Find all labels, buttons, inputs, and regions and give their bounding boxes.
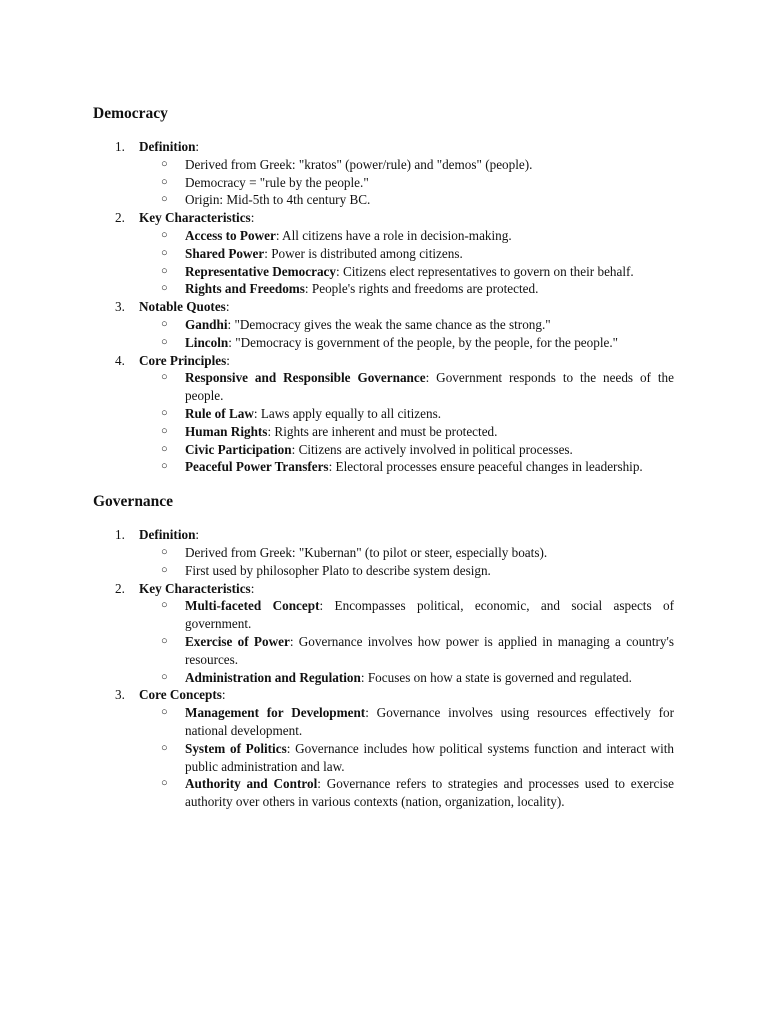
item-number: 2. [115, 210, 125, 226]
circle-bullet-icon: ○ [161, 175, 168, 188]
sub-item: ○ First used by philosopher Plato to describe system design. [161, 562, 491, 578]
circle-bullet-icon: ○ [161, 406, 168, 419]
sub-item: ○ Exercise of Power: Governance involves how power is applied in managing a country's resources. [161, 633, 674, 667]
list-item: 3. Notable Quotes: ○ Gandhi: "Democracy gives the weak the same chance as the strong." ○ Lincoln: "Democracy is government of the people, by the people, for the people." [93, 298, 674, 351]
sub-item: ○ Rule of Law: Laws apply equally to all citizens. [161, 405, 442, 421]
sub-list [139, 227, 674, 298]
list-item: 3. Core Concepts: ○ Management for Development: Governance involves using resources effectively for national development. ○ System of Politics: Governance includes how political systems function and interact with public administration and law. ○ Authority and Control: Governance refers to strategies and processes used to exercise authority over others in various contexts (nation, organization, locality). [115, 687, 675, 810]
list-item: 1. Definition: ○ Derived from Greek: "Kubernan" (to pilot or steer, especially boats). ○ First used by philosopher Plato to describe system design. [93, 526, 674, 579]
outline-list [93, 526, 674, 811]
section-heading: Governance [93, 493, 174, 511]
item-title: Key Characteristics [139, 210, 251, 226]
sub-item: ○ Peaceful Power Transfers: Electoral processes ensure peaceful changes in leadership. [161, 459, 643, 475]
circle-bullet-icon: ○ [161, 563, 168, 576]
sub-item: ○ Access to Power: All citizens have a role in decision-making. [161, 227, 512, 243]
sub-list [139, 156, 674, 209]
item-title: Key Characteristics [139, 580, 251, 596]
sub-item: ○ Shared Power: Power is distributed among citizens. [161, 245, 463, 261]
item-number: 4. [115, 352, 125, 368]
list-item: 2. Key Characteristics: ○ Access to Power: All citizens have a role in decision-making. ○ Shared Power: Power is distributed among citizens. ○ Representative Democracy: Citizens elect representatives to govern on their behalf. ○ Rights and Freedoms: People's rights and freedoms are protected. [93, 209, 674, 298]
sub-list [139, 704, 674, 811]
sub-item: ○ System of Politics: Governance includes how political systems function and interact with public administration and law. [161, 740, 675, 774]
sub-item: ○ Rights and Freedoms: People's rights and freedoms are protected. [161, 281, 539, 297]
sub-item: ○ Management for Development: Governance involves using resources effectively for national development. [161, 705, 674, 738]
circle-bullet-icon: ○ [161, 264, 168, 277]
sub-list [139, 597, 674, 686]
item-title: Core Concepts [139, 687, 222, 703]
circle-bullet-icon: ○ [161, 634, 168, 647]
circle-bullet-icon: ○ [161, 460, 168, 473]
item-title: Definition [139, 527, 196, 543]
item-title: Core Principles [139, 352, 227, 368]
sub-item: ○ Human Rights: Rights are inherent and must be protected. [161, 423, 498, 439]
circle-bullet-icon: ○ [161, 335, 168, 348]
sub-item: ○ Lincoln: "Democracy is government of the people, by the people, for the people." [161, 334, 619, 350]
circle-bullet-icon: ○ [161, 317, 168, 330]
sub-list [139, 544, 674, 580]
outline-list [93, 138, 674, 476]
sub-item: ○ Origin: Mid-5th to 4th century BC. [161, 192, 371, 208]
section-heading: Democracy [93, 105, 168, 122]
circle-bullet-icon: ○ [161, 282, 168, 295]
section-governance [93, 492, 674, 811]
circle-bullet-icon: ○ [161, 706, 168, 719]
item-title: Notable Quotes [139, 299, 226, 315]
sub-item: ○ Representative Democracy: Citizens elect representatives to govern on their behalf. [161, 263, 634, 279]
sub-item: ○ Derived from Greek: "kratos" (power/rule) and "demos" (people). [161, 156, 533, 172]
sub-item: ○ Democracy = "rule by the people." [161, 174, 369, 190]
section-democracy [93, 104, 674, 476]
circle-bullet-icon: ○ [161, 228, 168, 241]
item-number: 1. [115, 527, 125, 543]
list-item: 2. Key Characteristics: ○ Multi-faceted Concept: Encompasses political, economic, and social aspects of government. ○ Exercise of Power: Governance involves how power is applied in managing a country's resources. ○ Administration and Regulation: Focuses on how a state is governed and regulated. [115, 580, 674, 685]
item-number: 2. [115, 580, 125, 596]
sub-list [139, 316, 674, 352]
sub-item: ○ Gandhi: "Democracy gives the weak the same chance as the strong." [161, 316, 551, 332]
item-number: 3. [115, 299, 125, 315]
circle-bullet-icon: ○ [161, 442, 168, 455]
circle-bullet-icon: ○ [161, 741, 168, 754]
sub-list [139, 369, 674, 476]
circle-bullet-icon: ○ [161, 424, 168, 437]
circle-bullet-icon: ○ [161, 371, 168, 384]
sub-item: ○ Responsive and Responsible Governance: Government responds to the needs of the people. [161, 370, 674, 404]
circle-bullet-icon: ○ [161, 545, 168, 558]
circle-bullet-icon: ○ [161, 193, 168, 206]
list-item: 1. Definition: ○ Derived from Greek: "kratos" (power/rule) and "demos" (people). ○ Democracy = "rule by the people." ○ Origin: Mid-5th to 4th century BC. [93, 138, 674, 209]
circle-bullet-icon: ○ [161, 777, 168, 790]
sub-item: ○ Authority and Control: Governance refers to strategies and processes used to exercise authority over others in various contexts (nation, organization, locality). [161, 776, 674, 810]
circle-bullet-icon: ○ [161, 599, 168, 612]
sub-item: ○ Administration and Regulation: Focuses on how a state is governed and regulated. [161, 669, 632, 685]
item-number: 1. [115, 139, 125, 154]
list-item: 4. Core Principles: ○ Responsive and Responsible Governance: Government responds to the needs of the people. ○ Rule of Law: Laws apply equally to all citizens. ○ Human Rights: Rights are inherent and must be protected. ○ Civic Participation: Citizens are actively involved in political processes. ○ Peaceful Power Transfers: Electoral processes ensure peaceful changes in leadership. [115, 352, 674, 475]
item-number: 3. [115, 687, 125, 703]
circle-bullet-icon: ○ [161, 157, 168, 170]
sub-item: ○ Derived from Greek: "Kubernan" (to pilot or steer, especially boats). [161, 544, 548, 560]
sub-item: ○ Civic Participation: Citizens are actively involved in political processes. [161, 441, 573, 457]
circle-bullet-icon: ○ [161, 670, 168, 683]
circle-bullet-icon: ○ [161, 246, 168, 259]
item-title: Definition [139, 139, 196, 154]
sub-item: ○ Multi-faceted Concept: Encompasses political, economic, and social aspects of government. [161, 598, 674, 632]
